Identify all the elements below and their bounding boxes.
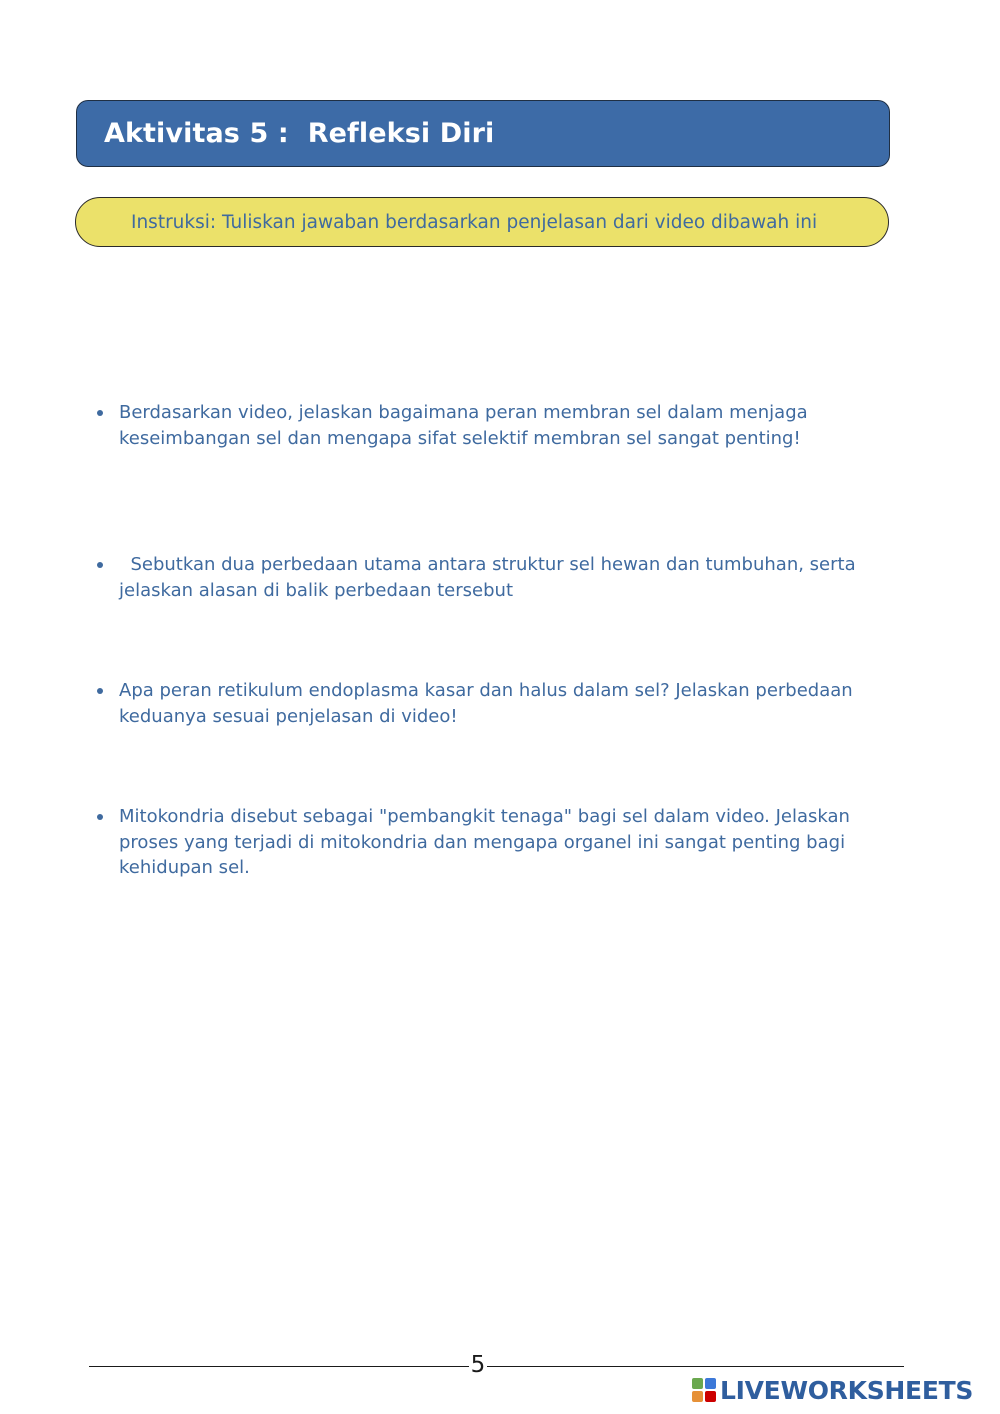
instruction-text: Instruksi: Tuliskan jawaban berdasarkan penjelasan dari video dibawah ini — [131, 211, 818, 233]
activity-title: Aktivitas 5 : Refleksi Diri — [104, 118, 495, 149]
footer-divider-left — [89, 1366, 469, 1367]
question-item-2 — [97, 552, 897, 603]
question-text-3: Apa peran retikulum endoplasma kasar dan halus dalam sel? Jelaskan perbedaan keduanya sesuai penjelasan di video! — [119, 680, 859, 727]
footer-divider-right — [487, 1366, 904, 1367]
bullet-icon — [97, 410, 103, 416]
question-text-1: Berdasarkan video, jelaskan bagaimana peran membran sel dalam menjaga keseimbangan sel dan mengapa sifat selektif membran sel sangat penting! — [119, 402, 814, 449]
question-item-3 — [97, 678, 897, 729]
bullet-icon — [97, 688, 103, 694]
question-item-1 — [97, 400, 897, 451]
question-text-4: Mitokondria disebut sebagai "pembangkit tenaga" bagi sel dalam video. Jelaskan proses yang terjadi di mitokondria dan mengapa organel ini sangat penting bagi kehidupan sel. — [119, 806, 856, 878]
instruction-banner — [75, 197, 889, 247]
question-item-4 — [97, 804, 897, 881]
liveworksheets-logo-icon — [692, 1378, 716, 1402]
bullet-icon — [97, 562, 103, 568]
logo-block-orange — [692, 1391, 703, 1402]
logo-block-green — [692, 1378, 703, 1389]
liveworksheets-logo[interactable] — [692, 1374, 973, 1406]
bullet-icon — [97, 814, 103, 820]
logo-block-red — [705, 1391, 716, 1402]
activity-title-banner — [76, 100, 890, 167]
question-text-2: Sebutkan dua perbedaan utama antara struktur sel hewan dan tumbuhan, serta jelaskan alasan di balik perbedaan tersebut — [119, 554, 862, 601]
page-number: 5 — [470, 1352, 486, 1378]
logo-block-blue — [705, 1378, 716, 1389]
logo-text: LIVEWORKSHEETS — [720, 1375, 974, 1405]
